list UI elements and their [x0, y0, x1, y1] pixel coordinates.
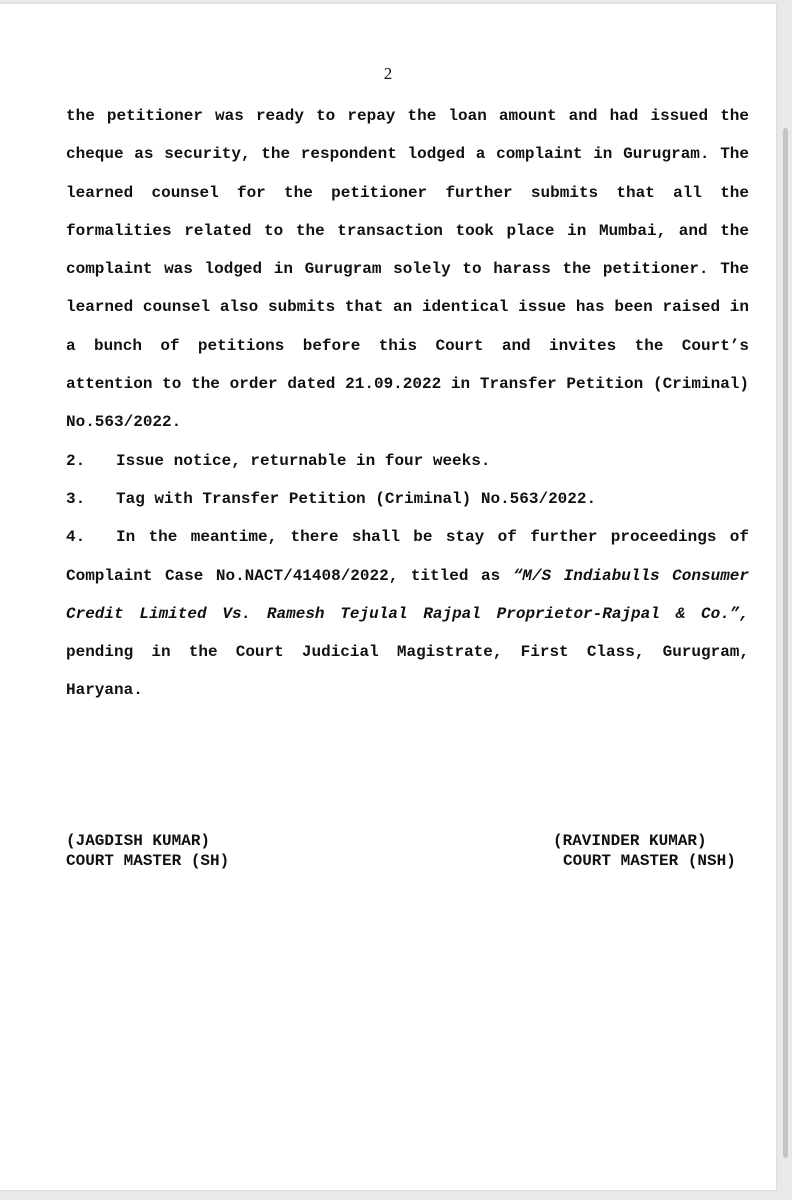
vertical-scrollbar[interactable]	[783, 128, 788, 1158]
paragraph-text: In the meantime, there shall be stay of further proceedings of Complaint Case No.NACT/41408/2022, titled as	[66, 528, 749, 585]
document-body	[66, 97, 749, 710]
page-number: 2	[383, 64, 393, 83]
paragraph-intro: the petitioner was ready to repay the loan amount and had issued the cheque as security, the respondent lodged a complaint in Gurugram. The learned counsel for the petitioner further submits that all the formalities related to the transaction took place in Mumbai, and the complaint was lodged in Gurugram solely to harass the petitioner. The learned counsel also submits that an identical issue has been raised in a bunch of petitions before this Court and invites the Court’s attention to the order dated 21.09.2022 in Transfer Petition (Criminal) No.563/2022.	[66, 107, 749, 432]
paragraph-text-continued: pending in the Court Judicial Magistrate, First Class, Gurugram, Haryana.	[66, 643, 749, 700]
signature-block-left	[66, 831, 229, 871]
paragraph-2	[66, 442, 749, 480]
signatory-title: COURT MASTER (SH)	[66, 852, 230, 870]
paragraph-text: Issue notice, returnable in four weeks.	[116, 451, 491, 470]
paragraph-number: 3.	[66, 489, 86, 508]
signatory-name: (JAGDISH KUMAR)	[66, 832, 211, 850]
paragraph-number: 4.	[66, 528, 86, 547]
document-page	[0, 4, 776, 1190]
case-title: “M/S Indiabulls Consumer Credit Limited Vs. Ramesh Tejulal Rajpal Proprietor-Rajpal & Co.”,	[66, 566, 749, 623]
paragraph-3	[66, 480, 749, 518]
paragraph-number: 2.	[66, 451, 86, 470]
paragraph-4	[66, 518, 749, 709]
signature-block-right	[553, 831, 736, 871]
signatory-title: COURT MASTER (NSH)	[563, 852, 736, 870]
signatory-name: (RAVINDER KUMAR)	[553, 832, 707, 850]
paragraph-text: Tag with Transfer Petition (Criminal) No.563/2022.	[116, 489, 597, 508]
